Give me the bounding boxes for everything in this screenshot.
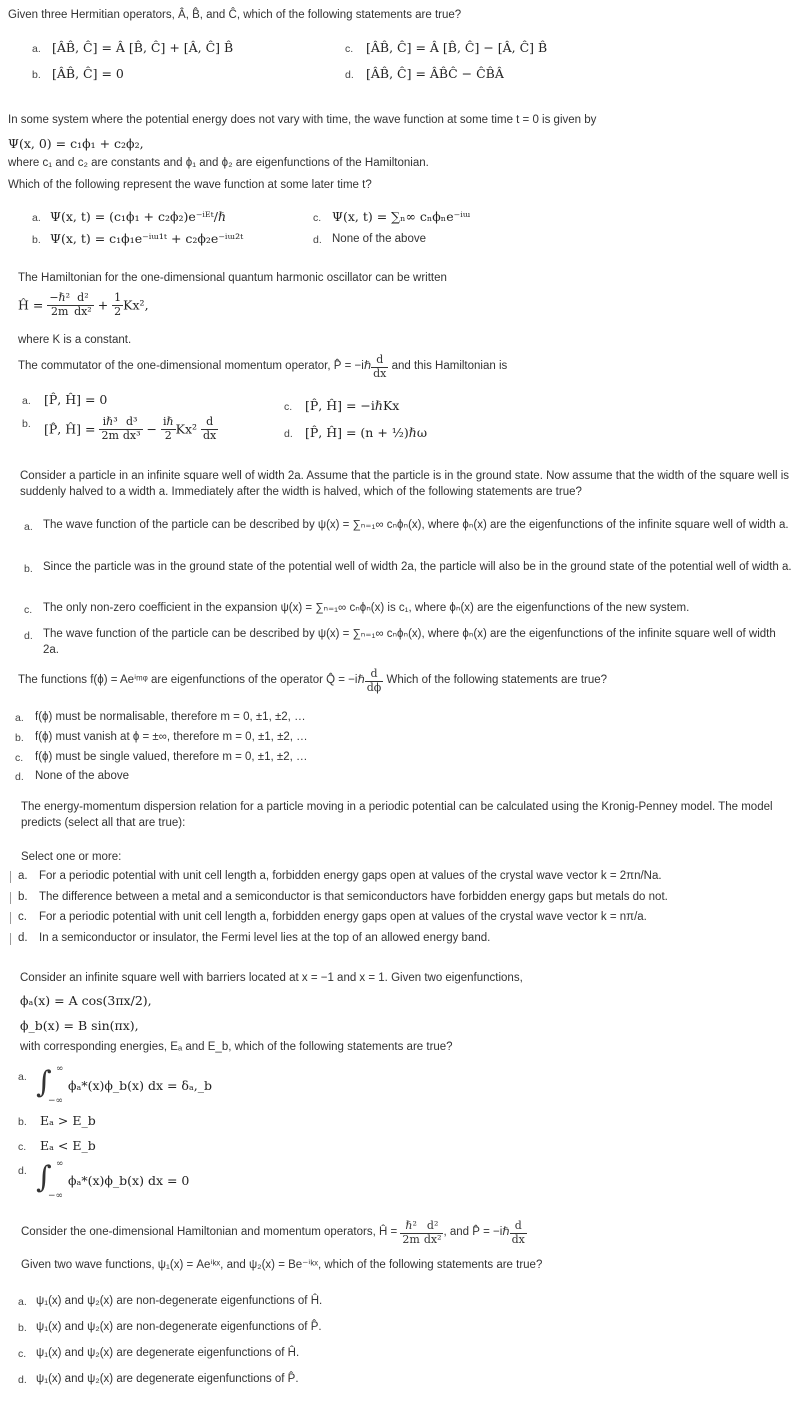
q2-option-b-label[interactable]: b. — [32, 234, 41, 246]
q8-option-a-label[interactable]: a. — [18, 1296, 27, 1308]
q6-option-b[interactable]: The difference between a metal and a semiconductor is that semiconductors have forbidden energy gaps but metals do not. — [39, 891, 668, 903]
q3-option-a-label[interactable]: a. — [22, 395, 31, 407]
q5-prompt-b: Which of the following statements are true? — [386, 674, 608, 687]
q3-h-frac3 — [112, 292, 123, 318]
q7-option-d[interactable]: ϕₐ*(x)ϕ_b(x) dx = 0 — [68, 1173, 190, 1188]
q3-b-n2: d³ — [121, 416, 143, 430]
q3-b-frac4 — [201, 416, 218, 442]
q7-option-d-lim-top: ∞ — [56, 1159, 64, 1169]
q3-hamiltonian — [18, 292, 149, 318]
q2-line2: Ψ(x, 0) = c₁ϕ₁ + c₂ϕ₂, — [8, 136, 144, 151]
q5-option-b[interactable]: f(ϕ) must vanish at ϕ = ±∞, therefore m = 0, ±1, ±2, … — [35, 731, 308, 743]
q4-option-b[interactable]: Since the particle was in the ground state of the potential well of width 2a, the particle will also be in the ground state of the potential well of width a. — [43, 561, 792, 573]
q4-option-d-label[interactable]: d. — [24, 630, 33, 642]
q3-b-n4: d — [201, 416, 218, 430]
q1-option-a[interactable]: [ÂB̂, Ĉ] = Â [B̂, Ĉ] + [Â, Ĉ] B̂ — [52, 40, 234, 55]
q2-line3: where c₁ and c₂ are constants and ϕ₁ and ϕ₂ are eigenfunctions of the Hamiltonian. — [8, 157, 429, 169]
q3-h-tail: Kx², — [123, 297, 149, 313]
q1-prompt: Given three Hermitian operators, Â, B̂, and Ĉ, which of the following statements are true? — [8, 9, 462, 21]
q3-line4-den: dx — [373, 366, 387, 380]
q7-line4: with corresponding energies, Eₐ and E_b, which of the following statements are true? — [20, 1041, 453, 1053]
q4-prompt: Consider a particle in an infinite square well of width 2a. Assume that the particle is in the ground state. Now assume that the width of the square well is suddenly halved to a width a. Immediately after the width is halved, which of the following statements are true? — [20, 470, 789, 498]
q8-line1 — [21, 1220, 527, 1246]
q3-option-b-label[interactable]: b. — [22, 418, 31, 430]
q2-option-a-label[interactable]: a. — [32, 212, 41, 224]
q3-line3: where K is a constant. — [18, 334, 132, 346]
q8-h-n1: ℏ² — [400, 1220, 421, 1234]
q6-option-d[interactable]: In a semiconductor or insulator, the Fermi level lies at the top of an allowed energy band. — [39, 932, 491, 944]
q8-line1b: , and P̂ = −iℏ — [443, 1226, 510, 1239]
q1-option-c-label[interactable]: c. — [345, 43, 354, 55]
q2-line4: Which of the following represent the wave function at some later time t? — [8, 179, 372, 191]
q8-option-b[interactable]: ψ₁(x) and ψ₂(x) are non-degenerate eigenfunctions of P̂. — [36, 1321, 322, 1333]
q3-b-minus: − — [146, 421, 158, 437]
q5-option-d[interactable]: None of the above — [35, 770, 129, 782]
q5-option-d-label[interactable]: d. — [15, 771, 24, 783]
q3-b-n1: iℏ³ — [99, 416, 120, 430]
q3-h-num3: 1 — [114, 291, 122, 304]
q3-line1: The Hamiltonian for the one-dimensional quantum harmonic oscillator can be written — [18, 272, 447, 284]
q8-h-n2: d² — [422, 1220, 444, 1234]
q3-b-lhs: [P̂, Ĥ] = — [44, 421, 96, 437]
q4-option-a[interactable]: The wave function of the particle can be described by ψ(x) = ∑ₙ₌₁∞ cₙϕₙ(x), where ϕₙ(x) are the eigenfunctions of the infinite square well of width a. — [43, 519, 789, 531]
q7-option-c-label[interactable]: c. — [18, 1141, 27, 1153]
q2-option-b[interactable]: Ψ(x, t) = c₁ϕ₁e⁻ⁱᵚ¹ᵗ + c₂ϕ₂e⁻ⁱᵚ²ᵗ — [50, 231, 244, 246]
q6-option-b-bar — [10, 892, 11, 904]
q3-line4-frac — [371, 354, 388, 380]
q3-line4 — [18, 354, 507, 380]
q5-prompt — [18, 668, 607, 694]
q3-b-k: Kx² — [175, 421, 198, 437]
q7-option-d-label[interactable]: d. — [18, 1165, 27, 1177]
q3-line4a: The commutator of the one-dimensional momentum operator, P̂ = −iℏ — [18, 360, 372, 373]
q8-option-d-label[interactable]: d. — [18, 1374, 27, 1386]
q7-line1: Consider an infinite square well with barriers located at x = −1 and x = 1. Given two eigenfunctions, — [20, 972, 523, 984]
q8-option-c-label[interactable]: c. — [18, 1348, 27, 1360]
q7-line2: ϕₐ(x) = A cos(3πx/2), — [20, 993, 152, 1008]
q8-option-d[interactable]: ψ₁(x) and ψ₂(x) are degenerate eigenfunctions of P̂. — [36, 1373, 299, 1385]
q7-option-a[interactable]: ϕₐ*(x)ϕ_b(x) dx = δₐ,_b — [68, 1078, 212, 1093]
q2-option-d[interactable]: None of the above — [332, 233, 426, 245]
q5-prompt-a: The functions f(ϕ) = Aeⁱᵐᵠ are eigenfunctions of the operator Q̂ = −iℏ — [18, 674, 365, 687]
q6-option-a-label[interactable]: a. — [18, 870, 28, 882]
q3-h-lhs: Ĥ = — [18, 297, 44, 313]
q4-option-c[interactable]: The only non-zero coefficient in the expansion ψ(x) = ∑ₙ₌₁∞ cₙϕₙ(x) is c₁, where ϕₙ(x) are the eigenfunctions of the new system. — [43, 602, 690, 614]
q5-option-a[interactable]: f(ϕ) must be normalisable, therefore m = 0, ±1, ±2, … — [35, 711, 306, 723]
q7-option-b-label[interactable]: b. — [18, 1116, 27, 1128]
q3-option-b[interactable] — [44, 416, 218, 442]
q1-option-b[interactable]: [ÂB̂, Ĉ] = 0 — [52, 66, 124, 81]
q8-p-frac — [510, 1220, 527, 1246]
q8-line1a: Consider the one-dimensional Hamiltonian and momentum operators, Ĥ = — [21, 1226, 398, 1239]
q7-option-a-integral-sign: ∫ — [36, 1065, 52, 1100]
q3-line4b: and this Hamiltonian is — [391, 360, 508, 373]
q8-option-c[interactable]: ψ₁(x) and ψ₂(x) are degenerate eigenfunctions of Ĥ. — [36, 1347, 300, 1359]
q6-option-c-label[interactable]: c. — [18, 911, 27, 923]
q5-prompt-frac — [365, 668, 384, 694]
q7-option-a-lim-bot: −∞ — [48, 1096, 64, 1106]
q6-option-b-label[interactable]: b. — [18, 891, 28, 903]
q8-h-d2: dx² — [423, 1232, 442, 1246]
q2-option-d-label[interactable]: d. — [313, 234, 322, 246]
q3-option-d[interactable]: [P̂, Ĥ] = (n + ½)ℏω — [305, 425, 428, 440]
q1-option-d-label[interactable]: d. — [345, 69, 354, 81]
q6-option-d-label[interactable]: d. — [18, 932, 28, 944]
q8-p-den: dx — [511, 1232, 525, 1246]
q3-line4-num: d — [371, 354, 388, 368]
q6-option-a-bar — [10, 871, 11, 883]
q3-h-num1: −ℏ² — [49, 291, 71, 304]
q7-option-d-integral-sign: ∫ — [36, 1160, 52, 1195]
q8-option-b-label[interactable]: b. — [18, 1322, 27, 1334]
q3-h-frac2 — [72, 292, 94, 318]
q3-option-d-label[interactable]: d. — [284, 428, 293, 440]
q8-option-a[interactable]: ψ₁(x) and ψ₂(x) are non-degenerate eigenfunctions of Ĥ. — [36, 1295, 323, 1307]
q5-prompt-num: d — [365, 668, 384, 682]
q3-option-a[interactable]: [P̂, Ĥ] = 0 — [44, 392, 108, 407]
q3-b-frac3 — [161, 416, 176, 442]
q1-option-a-label[interactable]: a. — [32, 43, 41, 55]
q3-b-d1: 2m — [101, 428, 119, 442]
q3-h-frac1 — [47, 292, 72, 318]
q7-line3: ϕ_b(x) = B sin(πx), — [20, 1018, 139, 1033]
q8-p-num: d — [510, 1220, 527, 1234]
q2-option-c[interactable]: Ψ(x, t) = ∑ₙ∞ cₙϕₙe⁻ⁱᵚ — [332, 209, 471, 224]
q3-b-n3: iℏ — [163, 415, 174, 428]
q4-option-b-label[interactable]: b. — [24, 563, 33, 575]
q4-option-a-label[interactable]: a. — [24, 521, 33, 533]
q3-b-frac2 — [121, 416, 143, 442]
q3-h-num2: d² — [72, 292, 94, 306]
q3-b-frac1 — [99, 416, 120, 442]
q6-prompt: The energy-momentum dispersion relation for a particle moving in a periodic potential can be calculated using the Kronig-Penney model. The model predicts (select all that are true): — [21, 801, 773, 829]
q7-option-b[interactable]: Eₐ > E_b — [40, 1113, 96, 1128]
q8-h-frac1 — [400, 1220, 421, 1246]
q7-option-a-lim-top: ∞ — [56, 1064, 64, 1074]
q8-line2: Given two wave functions, ψ₁(x) = Aeⁱᵏˣ, and ψ₂(x) = Be⁻ⁱᵏˣ, which of the following statements are true? — [21, 1259, 543, 1271]
q6-select: Select one or more: — [21, 851, 122, 863]
q6-option-d-bar — [10, 933, 11, 945]
q3-h-den1: 2m — [50, 304, 69, 318]
q8-h-frac2 — [422, 1220, 444, 1246]
q6-option-c[interactable]: For a periodic potential with unit cell length a, forbidden energy gaps open at values of the crystal wave vector k = nπ/a. — [39, 911, 647, 923]
q5-prompt-den: dϕ — [366, 680, 382, 694]
q6-option-c-bar — [10, 912, 11, 924]
q7-option-d-lim-bot: −∞ — [48, 1191, 64, 1201]
q5-option-b-label[interactable]: b. — [15, 732, 24, 744]
q1-option-b-label[interactable]: b. — [32, 69, 41, 81]
q7-option-a-label[interactable]: a. — [18, 1071, 27, 1083]
q3-option-c[interactable]: [P̂, Ĥ] = −iℏKx — [305, 398, 400, 413]
q4-option-c-label[interactable]: c. — [24, 604, 33, 616]
q3-b-d4: dx — [203, 428, 217, 442]
q5-option-c[interactable]: f(ϕ) must be single valued, therefore m = 0, ±1, ±2, … — [35, 751, 308, 763]
q6-option-a[interactable]: For a periodic potential with unit cell length a, forbidden energy gaps open at values of the crystal wave vector k = 2πn/Na. — [39, 870, 662, 882]
q7-option-c[interactable]: Eₐ < E_b — [40, 1138, 96, 1153]
q2-option-a[interactable]: Ψ(x, t) = (c₁ϕ₁ + c₂ϕ₂)e⁻ⁱᴱᵗ/ℏ — [50, 209, 227, 224]
q3-h-den2: dx² — [74, 304, 92, 318]
q2-line1: In some system where the potential energy does not vary with time, the wave function at some time t = 0 is given by — [8, 114, 597, 126]
q4-option-d[interactable]: The wave function of the particle can be described by ψ(x) = ∑ₙ₌₁∞ cₙϕₙ(x), where ϕₙ(x) are the eigenfunctions of the infinite square well of width 2a. — [43, 628, 776, 656]
q2-option-c-label[interactable]: c. — [313, 212, 322, 224]
q5-option-a-label[interactable]: a. — [15, 712, 24, 724]
q3-b-d3: 2 — [164, 428, 172, 442]
q1-option-c[interactable]: [ÂB̂, Ĉ] = Â [B̂, Ĉ] − [Â, Ĉ] B̂ — [366, 40, 548, 55]
q3-h-plus: + — [97, 297, 109, 313]
q3-option-c-label[interactable]: c. — [284, 401, 293, 413]
q3-h-den3: 2 — [114, 304, 122, 318]
q3-b-d2: dx³ — [122, 428, 141, 442]
q8-h-d1: 2m — [402, 1232, 420, 1246]
q5-option-c-label[interactable]: c. — [15, 752, 24, 764]
q1-option-d[interactable]: [ÂB̂, Ĉ] = ÂB̂Ĉ − ĈB̂Â — [366, 66, 504, 81]
